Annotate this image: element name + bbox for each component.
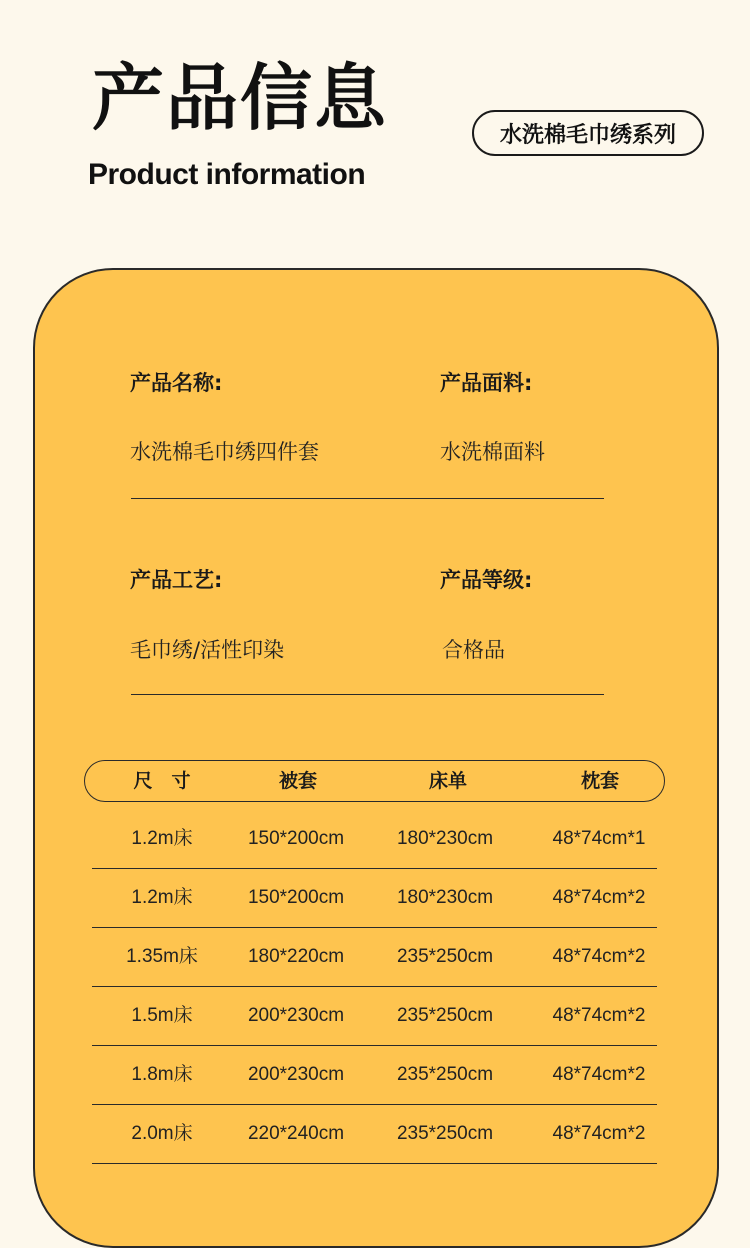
table-row: [92, 1105, 657, 1164]
size-cell: 1.8m床: [131, 1064, 193, 1085]
sheet-cell: 235*250cm: [396, 946, 494, 967]
size-cell: 1.35m床: [126, 946, 198, 967]
duvet-cell: 180*220cm: [247, 946, 345, 967]
product-name-value: 水洗棉毛巾绣四件套: [130, 440, 319, 464]
pillowcase-cell: 48*74cm*1: [552, 828, 646, 849]
series-badge: 水洗棉毛巾绣系列: [472, 110, 704, 156]
page-title: 产品信息: [92, 56, 389, 140]
table-row: [92, 869, 657, 928]
pillowcase-cell: 48*74cm*2: [552, 887, 646, 908]
table-row: [92, 1046, 657, 1105]
duvet-cell: 200*230cm: [247, 1064, 345, 1085]
sheet-cell: 235*250cm: [396, 1005, 494, 1026]
product-grade-value: 合格品: [442, 638, 505, 662]
divider: [131, 498, 604, 499]
product-fabric-value: 水洗棉面料: [440, 440, 545, 464]
divider: [131, 694, 604, 695]
product-craft-value: 毛巾绣/活性印染: [130, 638, 285, 662]
page-subtitle: Product information: [88, 158, 366, 191]
duvet-cell: 150*200cm: [247, 887, 345, 908]
product-craft-label: 产品工艺:: [130, 568, 223, 592]
sheet-cell: 235*250cm: [396, 1064, 494, 1085]
product-name-label: 产品名称:: [130, 371, 223, 395]
size-cell: 1.5m床: [131, 1005, 193, 1026]
pillowcase-cell: 48*74cm*2: [552, 1064, 646, 1085]
sheet-cell: 180*230cm: [396, 887, 494, 908]
product-grade-label: 产品等级:: [440, 568, 533, 592]
pillowcase-cell: 48*74cm*2: [552, 946, 646, 967]
size-cell: 1.2m床: [131, 828, 193, 849]
size-column-header: 尺 寸: [133, 770, 191, 792]
table-row: [92, 987, 657, 1046]
size-cell: 1.2m床: [131, 887, 193, 908]
size-cell: 2.0m床: [131, 1123, 193, 1144]
pillowcase-cell: 48*74cm*2: [552, 1123, 646, 1144]
pillowcase-cell: 48*74cm*2: [552, 1005, 646, 1026]
sheet-cell: 180*230cm: [396, 828, 494, 849]
sheet-cell: 235*250cm: [396, 1123, 494, 1144]
table-row: [92, 928, 657, 987]
duvet-cell: 150*200cm: [247, 828, 345, 849]
size-table-header: [84, 760, 665, 802]
table-row: [92, 810, 657, 869]
duvet-column-header: 被套: [278, 770, 317, 792]
sheet-column-header: 床单: [428, 770, 467, 792]
product-fabric-label: 产品面料:: [440, 371, 533, 395]
duvet-cell: 220*240cm: [247, 1123, 345, 1144]
duvet-cell: 200*230cm: [247, 1005, 345, 1026]
pillowcase-column-header: 枕套: [580, 770, 619, 792]
